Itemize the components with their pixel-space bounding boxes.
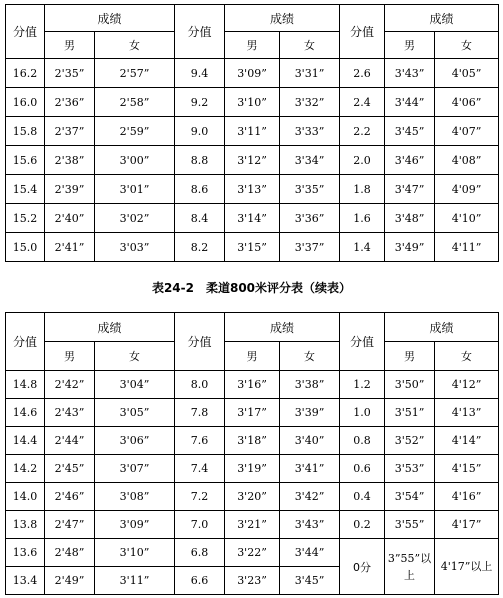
header-row [6,5,499,32]
header-male: 男 [45,342,95,371]
male-time-cell: 2'41” [45,233,95,262]
male-time-cell: 3'50” [385,371,435,399]
header-result: 成绩 [225,5,340,32]
male-time-cell: 3'52” [385,427,435,455]
female-time-cell: 4'15” [435,455,499,483]
header-female: 女 [95,32,175,59]
male-time-cell: 2'47” [45,511,95,539]
score-cell: 0.8 [340,427,385,455]
header-result: 成绩 [385,5,499,32]
subheader-row [6,342,499,371]
table-row [6,427,499,455]
table-caption: 表24-2 柔道800米评分表（续表） [151,281,352,295]
female-time-cell: 2'58” [95,88,175,117]
male-time-cell: 2'35” [45,59,95,88]
female-time-cell: 4'12” [435,371,499,399]
male-time-cell: 2'48” [45,539,95,567]
table-row [6,175,499,204]
male-time-cell: 3'46” [385,146,435,175]
female-time-cell: 3'42” [280,483,340,511]
table-row [6,59,499,88]
table-row [6,371,499,399]
table-row [6,455,499,483]
score-cell: 9.0 [175,117,225,146]
score-cell: 2.4 [340,88,385,117]
score-cell: 14.4 [6,427,45,455]
female-time-cell: 4'06” [435,88,499,117]
female-time-cell: 3'00” [95,146,175,175]
female-time-cell: 4'13” [435,399,499,427]
score-cell: 15.2 [6,204,45,233]
female-time-cell: 4'11” [435,233,499,262]
male-time-cell: 2'46” [45,483,95,511]
header-female: 女 [435,342,499,371]
table-row [6,88,499,117]
header-female: 女 [280,342,340,371]
score-cell-merged: 0分 [340,539,385,595]
score-cell: 2.2 [340,117,385,146]
score-cell: 15.6 [6,146,45,175]
header-score: 分值 [340,5,385,59]
male-time-cell: 3'53” [385,455,435,483]
score-cell: 1.2 [340,371,385,399]
male-time-cell: 2'37” [45,117,95,146]
male-time-cell: 2'42” [45,371,95,399]
female-time-cell: 4'07” [435,117,499,146]
female-time-cell: 3'36” [280,204,340,233]
score-cell: 13.4 [6,567,45,595]
header-female: 女 [280,32,340,59]
male-time-cell: 2'45” [45,455,95,483]
score-cell: 14.2 [6,455,45,483]
male-time-cell: 3'18” [225,427,280,455]
female-time-cell: 3'33” [280,117,340,146]
male-time-cell: 3'17” [225,399,280,427]
score-cell: 16.0 [6,88,45,117]
female-time-cell: 3'11” [95,567,175,595]
male-time-cell: 3'54” [385,483,435,511]
table-row [6,146,499,175]
female-time-cell: 3'40” [280,427,340,455]
female-time-cell: 2'57” [95,59,175,88]
male-time-cell: 3'23” [225,567,280,595]
score-cell: 7.4 [175,455,225,483]
female-time-cell: 3'45” [280,567,340,595]
female-time-cell: 3'38” [280,371,340,399]
score-cell: 16.2 [6,59,45,88]
female-time-cell: 4'14” [435,427,499,455]
male-time-cell: 2'39” [45,175,95,204]
female-time-cell: 4'16” [435,483,499,511]
male-time-cell: 3'22” [225,539,280,567]
female-time-cell: 3'01” [95,175,175,204]
score-cell: 1.6 [340,204,385,233]
header-male: 男 [385,342,435,371]
table-row [6,233,499,262]
header-female: 女 [95,342,175,371]
male-time-cell: 3'44” [385,88,435,117]
female-time-cell-merged: 4'17”以上 [435,539,499,595]
male-time-cell: 3'20” [225,483,280,511]
female-time-cell: 3'08” [95,483,175,511]
score-cell: 6.6 [175,567,225,595]
male-time-cell-merged: 3”55”以上 [385,539,435,595]
header-result: 成绩 [45,5,175,32]
score-cell: 14.6 [6,399,45,427]
female-time-cell: 4'09” [435,175,499,204]
male-time-cell: 3'45” [385,117,435,146]
female-time-cell: 3'02” [95,204,175,233]
male-time-cell: 3'10” [225,88,280,117]
score-cell: 2.0 [340,146,385,175]
male-time-cell: 3'11” [225,117,280,146]
header-male: 男 [45,32,95,59]
score-cell: 7.2 [175,483,225,511]
female-time-cell: 4'10” [435,204,499,233]
score-cell: 9.4 [175,59,225,88]
score-cell: 14.8 [6,371,45,399]
header-score: 分值 [175,313,225,371]
score-cell: 8.4 [175,204,225,233]
header-score: 分值 [6,5,45,59]
header-result: 成绩 [385,313,499,342]
score-cell: 0.6 [340,455,385,483]
score-cell: 1.0 [340,399,385,427]
score-cell: 15.0 [6,233,45,262]
score-cell: 1.8 [340,175,385,204]
score-cell: 2.6 [340,59,385,88]
score-cell: 8.0 [175,371,225,399]
male-time-cell: 3'16” [225,371,280,399]
male-time-cell: 3'49” [385,233,435,262]
subheader-row [6,32,499,59]
score-cell: 15.8 [6,117,45,146]
table-row [6,399,499,427]
header-female: 女 [435,32,499,59]
female-time-cell: 3'06” [95,427,175,455]
male-time-cell: 3'21” [225,511,280,539]
female-time-cell: 4'05” [435,59,499,88]
male-time-cell: 2'36” [45,88,95,117]
score-cell: 7.6 [175,427,225,455]
female-time-cell: 3'09” [95,511,175,539]
score-cell: 15.4 [6,175,45,204]
score-cell: 9.2 [175,88,225,117]
score-cell: 7.0 [175,511,225,539]
female-time-cell: 2'59” [95,117,175,146]
header-score: 分值 [175,5,225,59]
table-top-body [6,5,499,262]
male-time-cell: 2'43” [45,399,95,427]
score-cell: 7.8 [175,399,225,427]
male-time-cell: 2'49” [45,567,95,595]
score-cell: 13.8 [6,511,45,539]
score-cell: 0.4 [340,483,385,511]
male-time-cell: 2'44” [45,427,95,455]
female-time-cell: 3'44” [280,539,340,567]
female-time-cell: 3'41” [280,455,340,483]
male-time-cell: 3'19” [225,455,280,483]
score-cell: 13.6 [6,539,45,567]
female-time-cell: 3'39” [280,399,340,427]
header-score: 分值 [6,313,45,371]
male-time-cell: 3'12” [225,146,280,175]
table-row [6,511,499,539]
male-time-cell: 3'15” [225,233,280,262]
female-time-cell: 3'03” [95,233,175,262]
male-time-cell: 2'40” [45,204,95,233]
header-male: 男 [225,32,280,59]
male-time-cell: 3'09” [225,59,280,88]
female-time-cell: 3'31” [280,59,340,88]
male-time-cell: 3'48” [385,204,435,233]
header-male: 男 [385,32,435,59]
score-cell: 6.8 [175,539,225,567]
female-time-cell: 3'34” [280,146,340,175]
male-time-cell: 3'51” [385,399,435,427]
female-time-cell: 3'32” [280,88,340,117]
header-row [6,313,499,342]
score-table-bottom [5,312,499,595]
score-cell: 8.2 [175,233,225,262]
score-cell: 14.0 [6,483,45,511]
male-time-cell: 3'47” [385,175,435,204]
score-cell: 0.2 [340,511,385,539]
female-time-cell: 4'17” [435,511,499,539]
male-time-cell: 2'38” [45,146,95,175]
male-time-cell: 3'13” [225,175,280,204]
female-time-cell: 3'04” [95,371,175,399]
score-cell: 8.8 [175,146,225,175]
header-result: 成绩 [225,313,340,342]
female-time-cell: 3'35” [280,175,340,204]
male-time-cell: 3'14” [225,204,280,233]
table-row [6,204,499,233]
female-time-cell: 3'37” [280,233,340,262]
header-result: 成绩 [45,313,175,342]
table-row [6,483,499,511]
table-row [6,539,499,567]
female-time-cell: 3'07” [95,455,175,483]
table-bottom-body [6,313,499,595]
score-cell: 1.4 [340,233,385,262]
female-time-cell: 4'08” [435,146,499,175]
score-cell: 8.6 [175,175,225,204]
male-time-cell: 3'55” [385,511,435,539]
table-row [6,117,499,146]
score-table-top [5,4,499,262]
female-time-cell: 3'05” [95,399,175,427]
header-male: 男 [225,342,280,371]
female-time-cell: 3'10” [95,539,175,567]
male-time-cell: 3'43” [385,59,435,88]
female-time-cell: 3'43” [280,511,340,539]
header-score: 分值 [340,313,385,371]
